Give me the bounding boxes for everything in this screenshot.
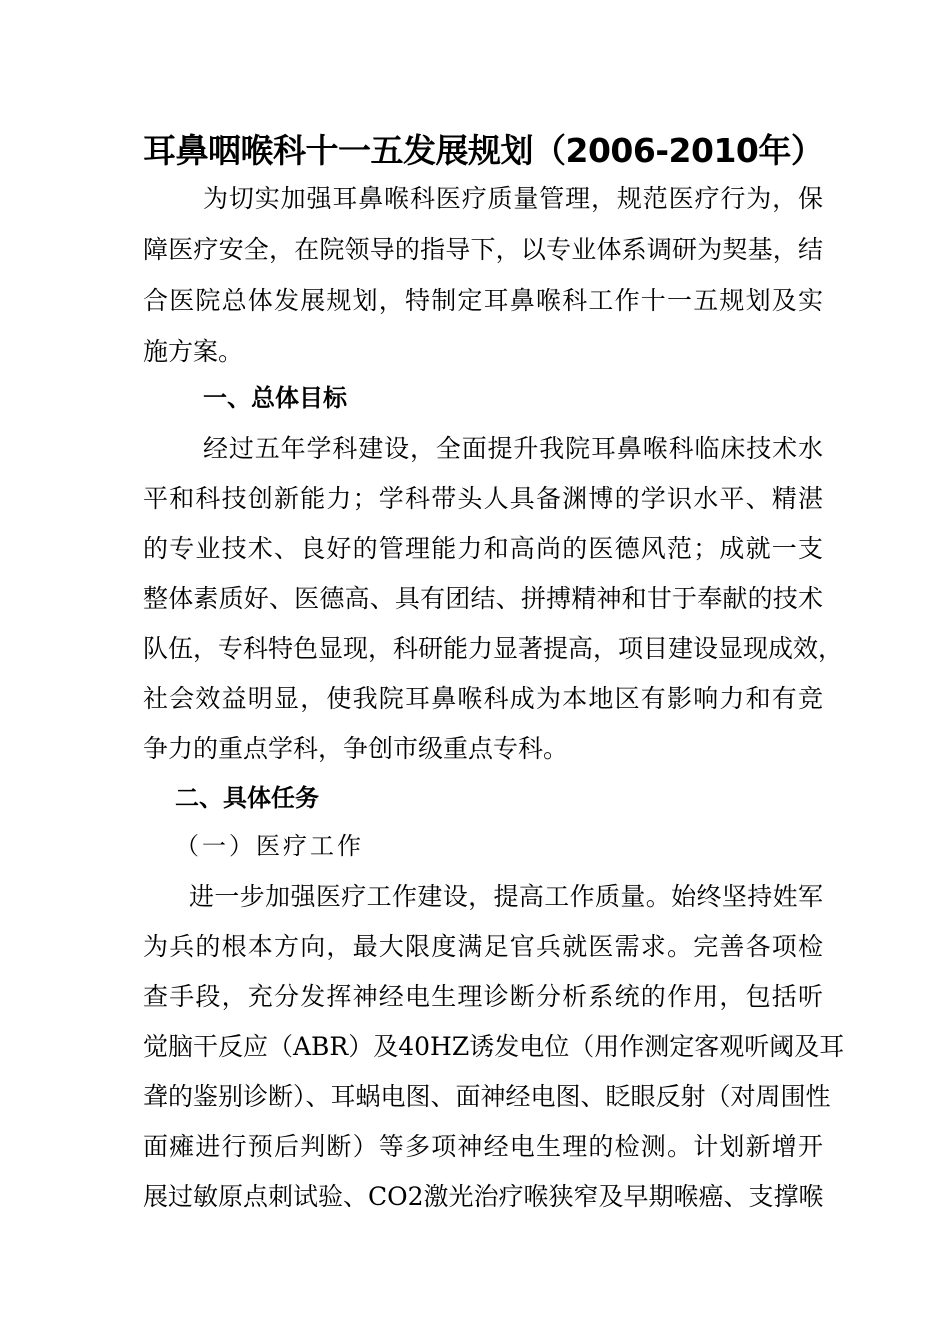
paragraph-line: 争力的重点学科，争创市级重点专科。 [143,734,569,763]
section-heading-overall-goals: 一、总体目标 [203,384,347,412]
paragraph-line: 社会效益明显，使我院耳鼻喉科成为本地区有影响力和有竞 [143,684,823,713]
paragraph-line: 队伍，专科特色显现，科研能力显著提高，项目建设显现成效， [143,634,844,663]
paragraph-line: 为切实加强耳鼻喉科医疗质量管理，规范医疗行为，保 [203,184,823,213]
paragraph-line: 施方案。 [143,337,244,366]
paragraph-line: 平和科技创新能力；学科带头人具备渊博的学识水平、精湛 [143,484,823,513]
paragraph-line: 觉脑干反应（ABR）及40HZ诱发电位（用作测定客观听阈及耳 [143,1032,845,1061]
paragraph-line: 为兵的根本方向，最大限度满足官兵就医需求。完善各项检 [143,932,823,961]
paragraph-line: 查手段，充分发挥神经电生理诊断分析系统的作用，包括听 [143,982,823,1011]
paragraph-line: 整体素质好、医德高、具有团结、拼搏精神和甘于奉献的技术 [143,584,823,613]
section-heading-specific-tasks: 二、具体任务 [175,784,319,812]
paragraph-line: 的专业技术、良好的管理能力和高尚的医德风范；成就一支 [143,534,823,563]
paragraph-line: 面瘫进行预后判断）等多项神经电生理的检测。计划新增开 [143,1132,823,1161]
paragraph-line: 展过敏原点刺试验、CO2激光治疗喉狭窄及早期喉癌、支撑喉 [143,1182,824,1211]
paragraph-line: 聋的鉴别诊断）、耳蜗电图、面神经电图、眨眼反射（对周围性 [143,1082,831,1111]
paragraph-line: 进一步加强医疗工作建设，提高工作质量。始终坚持姓军 [189,882,823,911]
paragraph-line: 合医院总体发展规划，特制定耳鼻喉科工作十一五规划及实 [143,286,823,315]
subsection-heading-medical-work: （一）医疗工作 [175,832,364,860]
document-title: 耳鼻咽喉科十一五发展规划（2006-2010年） [143,131,824,170]
paragraph-line: 经过五年学科建设，全面提升我院耳鼻喉科临床技术水 [203,434,823,463]
paragraph-line: 障医疗安全，在院领导的指导下，以专业体系调研为契基，结 [143,235,823,264]
